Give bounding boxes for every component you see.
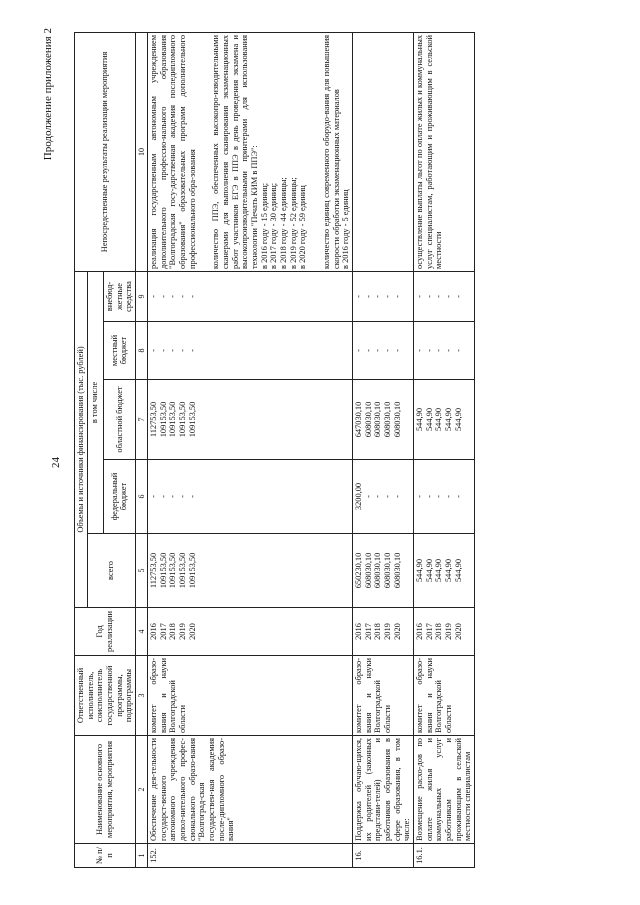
local-cell [148,322,353,380]
result-line: количество единиц современного оборудо-вания для повышения скорости обработки экзаменационных материалов [321,34,341,269]
year-value: 2020 [187,623,197,640]
result-line: в 2020 году - 59 единиц [298,185,308,269]
result-line: количество ППЭ, обеспеченных высокопро-изводительными сканерами для выполнения сканирования экзаменационных работ участников ЕГЭ в ППЭ в день проведения экзамена и высокопроизводительными принтерами для использования технологии "Печать КИМ в ППЭ": [211,34,260,269]
total-value: 109153,50 [168,552,178,589]
total-value: 650230,10 [353,552,363,589]
local-value: - [187,349,197,352]
local-value: - [424,349,434,352]
federal-value: 3200,00 [353,482,363,511]
year-value: 2016 [414,623,424,640]
measure-name: Обеспечение дея-тельности государст-венного автономного учреждения допол-нительного профес-сионального образо-вания "Волгоград-ская государствен-ная академия после-дипломного образо-вания" [149,738,236,841]
row-number-cell [413,844,474,868]
measure-name: Возмещение расхо-дов по оплате жилья и коммунальных услуг работникам и проживающим в сельской местности специалистам [414,738,473,841]
table-row [352,32,413,867]
year-cell [413,608,474,656]
header-executor: Ответственный исполнитель, соисполнитель государственной программы, подпрограммы [75,656,136,736]
result-line: в 2016 году - 5 единиц [341,189,351,269]
appendix-label: Продолжение приложения 2 [42,28,54,161]
extra-value: - [363,295,373,298]
regional-value: 544,90 [443,407,453,432]
extra-value: - [434,295,444,298]
local-cell [413,322,474,380]
local-value: - [373,349,383,352]
results-cell [413,32,474,271]
year-value: 2017 [424,623,434,640]
year-value: 2019 [178,623,188,640]
local-value: - [434,349,444,352]
table-row [413,32,474,867]
local-value: - [443,349,453,352]
results-cell [352,32,413,271]
rotated-landscape-page [30,28,610,868]
total-value: 608030,10 [392,552,402,589]
local-value: - [158,349,168,352]
local-value: - [414,349,424,352]
header-local: местный бюджет [103,322,135,380]
measure-name: Поддержка обучаю-щихся, их родителей (законных представи-телей) и работников образования в сфере образования, в том числе: [353,738,412,841]
year-value: 2017 [158,623,168,640]
total-value: 109153,50 [158,552,168,589]
extra-value: - [353,295,363,298]
local-value: - [453,349,463,352]
regional-value: 608030,10 [363,401,373,438]
extra-value: - [414,295,424,298]
row-number-cell [352,844,413,868]
regional-value: 109153,50 [168,401,178,438]
extra-value: - [187,295,197,298]
col-index: 3 [135,656,147,736]
extra-value: - [149,295,159,298]
local-value: - [149,349,159,352]
measure-name-cell [413,736,474,844]
result-line: реализация государственным автономным учреждением дополнительного профессио-нального образования "Волгоградская госу-дарственная академия последипломного образования" образовательных программ дополнительного профессионального обра-зования [149,34,197,269]
row-number: 16.1. [414,847,424,864]
total-value: 112753,50 [149,552,159,589]
total-cell [352,534,413,608]
total-cell [413,534,474,608]
year-value: 2020 [453,623,463,640]
extra-value: - [382,295,392,298]
local-value: - [392,349,402,352]
extra-value: - [158,295,168,298]
local-value: - [178,349,188,352]
regional-value: 544,90 [414,407,424,432]
regional-value: 109153,50 [178,401,188,438]
extra-value: - [178,295,188,298]
row-number: 16. [353,850,363,861]
local-value: - [353,349,363,352]
col-index: 10 [135,32,147,271]
federal-value: - [168,495,178,498]
total-value: 544,90 [414,558,424,583]
federal-value: - [363,495,373,498]
header-results: Непосредственные результаты реализации мероприятия [75,32,136,271]
federal-cell [413,460,474,534]
total-value: 608030,10 [363,552,373,589]
col-index: 8 [135,322,147,380]
federal-value: - [443,495,453,498]
federal-value: - [382,495,392,498]
total-value: 544,90 [453,558,463,583]
year-value: 2019 [443,623,453,640]
year-value: 2020 [392,623,402,640]
result-line: осуществление выплаты льгот по оплате жилых и коммунальных услуг специалистам, работающим и проживающим в сельской местности [414,34,444,269]
year-value: 2017 [363,623,373,640]
federal-value: - [158,495,168,498]
regional-value: 608030,10 [373,401,383,438]
total-value: 544,90 [434,558,444,583]
program-table [74,32,475,868]
federal-value: - [187,495,197,498]
local-value: - [382,349,392,352]
extra-value: - [392,295,402,298]
year-value: 2016 [353,623,363,640]
federal-value: - [434,495,444,498]
year-value: 2018 [168,623,178,640]
federal-value: - [149,495,159,498]
result-line: в 2018 году - 44 единицы; [279,177,288,269]
federal-value: - [178,495,188,498]
result-line: в 2016 году - 15 единиц; [259,182,269,269]
federal-cell [352,460,413,534]
header-federal: федеральный бюджет [103,460,135,534]
extra-value: - [373,295,383,298]
executor-cell [352,656,413,736]
federal-value: - [453,495,463,498]
extra-cell [352,271,413,321]
col-index: 2 [135,736,147,844]
federal-value: - [424,495,434,498]
year-cell [148,608,353,656]
extra-cell [148,271,353,321]
year-cell [352,608,413,656]
executor-cell [413,656,474,736]
regional-value: 544,90 [424,407,434,432]
header-extra: внебюд-жетные средства [103,271,135,321]
extra-value: - [453,295,463,298]
regional-cell [148,380,353,460]
year-value: 2019 [382,623,392,640]
extra-value: - [443,295,453,298]
executor-name: комитет образо-вания и науки Волгоградской области [353,658,392,733]
year-value: 2018 [373,623,383,640]
col-index: 5 [135,534,147,608]
extra-value: - [424,295,434,298]
col-index: 7 [135,380,147,460]
total-cell [148,534,353,608]
measure-name-cell [148,736,353,844]
regional-value: 544,90 [453,407,463,432]
col-index: 9 [135,271,147,321]
regional-value: 608030,10 [392,401,402,438]
year-value: 2018 [434,623,444,640]
executor-name: комитет образо-вания и науки Волгоградской области [414,658,453,733]
row-number-cell [148,844,353,868]
local-cell [352,322,413,380]
regional-value: 109153,50 [158,401,168,438]
local-value: - [363,349,373,352]
year-value: 2016 [149,623,159,640]
regional-value: 608030,10 [382,401,392,438]
header-name: Наименование основного мероприятия, мероприятия [75,736,136,844]
measure-name-cell [352,736,413,844]
col-index: 4 [135,608,147,656]
header-no: № п/п [75,844,136,868]
total-value: 608030,10 [373,552,383,589]
federal-cell [148,460,353,534]
row-number: 152. [149,848,159,863]
total-value: 608030,10 [382,552,392,589]
federal-value: - [373,495,383,498]
regional-value: 109153,50 [187,401,197,438]
table-body [148,32,475,867]
extra-cell [413,271,474,321]
header-total: всего [87,534,135,608]
header-incl: в том числе [87,271,103,533]
result-line: в 2017 году - 30 единиц; [269,182,279,269]
regional-cell [352,380,413,460]
result-line: в 2019 году - 52 единицы; [288,177,298,269]
executor-name: комитет образо-вания и науки Волгоградской области [149,658,188,733]
results-cell [148,32,353,271]
header-regional: областной бюджет [103,380,135,460]
total-value: 544,90 [443,558,453,583]
col-index: 6 [135,460,147,534]
header-year: Год реализации [75,608,136,656]
regional-value: 544,90 [434,407,444,432]
federal-value: - [392,495,402,498]
extra-value: - [168,295,178,298]
regional-cell [413,380,474,460]
local-value: - [168,349,178,352]
total-value: 109153,50 [187,552,197,589]
total-value: 109153,50 [178,552,188,589]
regional-value: 112753,50 [149,401,159,438]
page-number: 24 [50,457,62,468]
total-value: 544,90 [424,558,434,583]
col-index: 1 [135,844,147,868]
federal-value: - [414,495,424,498]
regional-value: 647030,10 [353,401,363,438]
executor-cell [148,656,353,736]
header-volumes: Объемы и источники финансирования (тыс. рублей) [75,271,88,607]
table-row [148,32,353,867]
